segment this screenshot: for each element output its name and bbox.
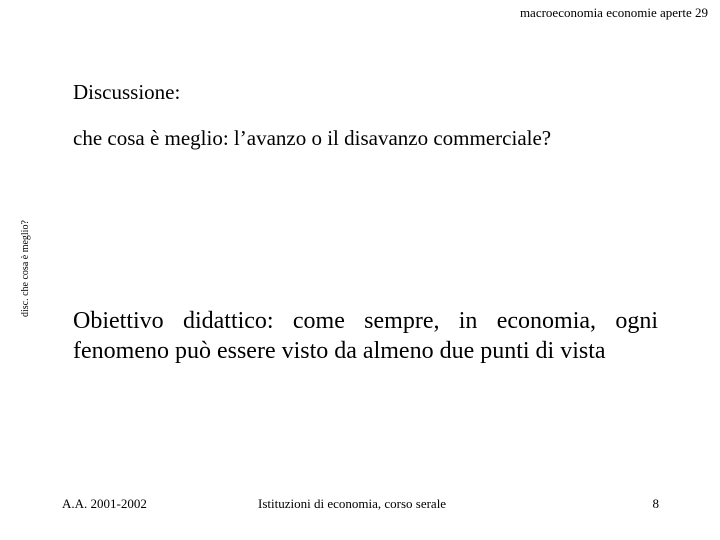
slide-question: che cosa è meglio: l’avanzo o il disavanzo commerciale? [73, 126, 552, 150]
running-header: macroeconomia economie aperte 29 [519, 5, 708, 20]
footer-year: A.A. 2001-2002 [62, 496, 147, 511]
side-label-container [19, 195, 33, 317]
slide-objective: Obiettivo didattico: come sempre, in economia, ogni fenomeno può essere visto da almeno due punti di vista [73, 308, 658, 364]
footer-page-number: 8 [652, 496, 659, 511]
side-label: disc. che cosa è meglio? [20, 220, 31, 317]
footer-course: Istituzioni di economia, corso serale [258, 496, 447, 511]
slide-heading: Discussione: [73, 80, 181, 104]
